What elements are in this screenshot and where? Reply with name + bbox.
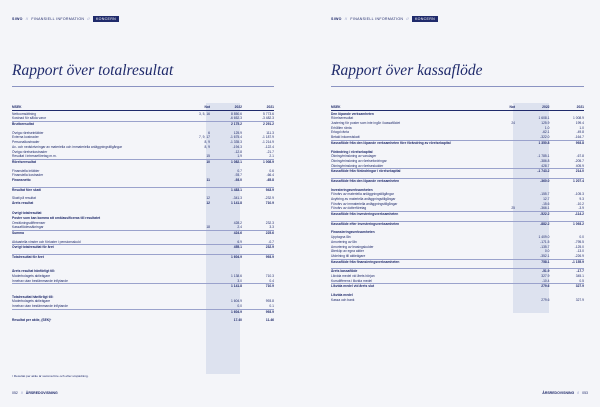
- column-header-2021: 2021: [576, 105, 584, 109]
- row-note: 12: [206, 196, 210, 201]
- row-value-2022: 1 604.9: [231, 299, 242, 304]
- page-number: 053: [582, 391, 588, 395]
- row-label: Kassaflödessäkringar: [12, 225, 44, 230]
- row-value-2021: -125.0: [574, 244, 584, 249]
- row-value-2022: 2 175.2: [231, 122, 242, 127]
- row-label: Innehav utan bestämmande inflytande: [12, 278, 68, 283]
- row-label: Moderbolagets aktieägare: [12, 299, 51, 304]
- table-row: [331, 135, 584, 140]
- row-label: Kassa och bank: [331, 297, 355, 302]
- row-label: Externa kostnader: [12, 135, 39, 140]
- right-page: [300, 0, 600, 407]
- row-value-2022: -352.1: [540, 253, 550, 258]
- table-row: [12, 244, 274, 250]
- title-divider: [12, 86, 274, 87]
- footnote: ¹ Resultat per aktie är samma före och efter utspädning.: [12, 374, 89, 378]
- row-value-2021: -232.9: [264, 196, 274, 201]
- row-note: 8, 9: [204, 144, 210, 149]
- table-row: [12, 304, 274, 309]
- row-value-2022: -1 785.1: [537, 154, 550, 159]
- row-value-2021: 232.3: [265, 220, 274, 225]
- row-label: Aktuariella vinster och förluster i pensionsskuld: [12, 239, 81, 244]
- section-name: FINANSIELL INFORMATION: [350, 17, 404, 21]
- row-value-2022: 279.6: [541, 284, 550, 289]
- row-label: Övrigt totalresultat för året: [12, 245, 54, 250]
- row-value-2021: 1 207.4: [573, 178, 584, 183]
- row-value-2022: 428.2: [233, 220, 242, 225]
- row-value-2021: -0.7: [268, 239, 274, 244]
- row-value-2022: 1 141.8: [231, 201, 242, 205]
- row-label: Den löpande verksamheten: [331, 111, 374, 116]
- row-label: Årets kassaflöde: [331, 269, 358, 274]
- table-row: [12, 178, 274, 183]
- row-note: 15: [206, 154, 210, 159]
- row-value-2022: -6 652.3: [229, 116, 242, 121]
- row-value-2022: 12.7: [543, 197, 550, 201]
- row-value-2022: 2.4: [237, 225, 242, 230]
- row-value-2022: -171.5: [540, 239, 550, 244]
- table-row: [12, 318, 274, 323]
- row-value-2021: 0.4: [269, 278, 274, 283]
- row-value-2021: -205.7: [574, 158, 584, 163]
- row-label: Totalresultat för året: [12, 255, 44, 260]
- row-value-2021: -114.2: [574, 212, 584, 217]
- row-value-2021: 0.6: [269, 168, 274, 173]
- title-divider: [331, 86, 584, 87]
- row-value-2021: 993.9: [265, 255, 274, 260]
- row-value-2022: -194.3: [232, 144, 242, 149]
- row-value-2021: -3 482.3: [261, 116, 274, 121]
- row-value-2022: -93.0: [234, 177, 242, 182]
- row-label: Finansieringsverksamheten: [331, 230, 375, 235]
- row-label: Skatt på resultat: [12, 196, 36, 201]
- row-label: Likvida medel vid årets början: [331, 273, 375, 278]
- table-row: [12, 279, 274, 284]
- section-highlight: KONCERN: [412, 16, 438, 22]
- row-label: Övriga rörelseintäkter: [12, 130, 44, 135]
- row-label: Totalresultat hänförligt till:: [12, 294, 54, 299]
- row-value-2021: 327.9: [575, 284, 584, 289]
- table-row: [331, 206, 584, 211]
- row-value-2022: -155.7: [540, 192, 550, 197]
- row-label: Årets resultat hänförligt till:: [12, 269, 56, 274]
- row-value-2022: 455.1: [233, 245, 242, 250]
- row-value-2021: -105.3: [574, 192, 584, 197]
- table-row: [331, 298, 584, 303]
- row-label: Likvida medel: [331, 293, 353, 297]
- row-label: Övrigt totalresultat: [12, 211, 42, 216]
- row-label: Kassaflöde från den löpande verksamheten före förändring av rörelsekapital: [331, 140, 451, 145]
- row-value-2022: 1.9: [237, 154, 242, 159]
- row-value-2021: -10.2: [576, 201, 584, 206]
- table-row: [12, 289, 274, 293]
- table-row: [331, 283, 584, 289]
- row-value-2021: 199.4: [575, 121, 584, 126]
- page-number: 052: [12, 391, 18, 395]
- row-label: Upptagna lån: [331, 235, 351, 240]
- row-value-2021: 111.3: [266, 130, 274, 135]
- row-label: Resultat före skatt: [12, 187, 41, 192]
- row-value-2021: 710.9: [265, 201, 274, 205]
- row-label: Poster som kan komma att omklassificeras till resultatet: [12, 215, 101, 220]
- row-value-2021: -65.8: [266, 177, 274, 182]
- row-value-2022: -62.1: [541, 130, 550, 135]
- table-row: [331, 279, 584, 284]
- row-value-2021: 1.0: [579, 125, 584, 130]
- row-note: 18: [206, 225, 210, 230]
- row-label: Ökning/minskning av rörelsefordringar: [331, 158, 387, 163]
- row-value-2021: 3.3: [269, 225, 274, 230]
- row-value-2022: 327.9: [541, 273, 550, 278]
- row-value-2021: 2.1: [269, 154, 274, 159]
- row-value-2021: 710.3: [265, 274, 274, 279]
- row-label: Kassaflöde efter investeringsverksamheten: [331, 221, 400, 226]
- column-header-2022: 2022: [234, 105, 242, 109]
- row-value-2022: -12.8: [234, 149, 242, 154]
- table-row: [12, 116, 274, 121]
- row-value-2021: -1 155.9: [571, 259, 584, 264]
- row-label: Kassaflöde från finansieringsverksamheten: [331, 259, 400, 264]
- row-value-2022: -322.0: [540, 135, 550, 140]
- page-header: SIWO // FINANSIELL INFORMATION // KONCERN: [331, 17, 438, 21]
- table-row: [331, 164, 584, 169]
- org-name: SIWO: [12, 17, 23, 21]
- row-label: Resultat i intresseföretag m.m.: [12, 154, 57, 159]
- row-value-2022: 6.9: [237, 239, 242, 244]
- row-label: Erhållen ränta: [331, 125, 352, 130]
- page-footer: ÅRSREDOVISNING // 053: [542, 391, 588, 395]
- cash-flow-table: [331, 105, 584, 302]
- income-statement-table: [12, 105, 274, 323]
- row-note: 11: [206, 177, 210, 182]
- row-value-2021: -226.9: [574, 253, 584, 258]
- row-value-2022: 1 409.0: [538, 235, 550, 240]
- column-header-2021: 2021: [266, 105, 274, 109]
- row-label: Ökning/minskning av varulager: [331, 154, 377, 159]
- row-label: Resultat per aktie, (SEK)¹: [12, 318, 52, 323]
- row-value-2021: 993.9: [265, 309, 274, 314]
- page-title: Rapport över totalresultat: [12, 62, 174, 79]
- row-value-2022: 0.0: [237, 304, 242, 309]
- row-value-2022: 1 608.1: [538, 116, 550, 121]
- row-note: 12: [206, 201, 210, 205]
- row-value-2021: 1 008.9: [573, 116, 584, 121]
- row-label: Utdelning till aktieägare: [331, 253, 366, 258]
- row-value-2022: 3.0: [237, 278, 242, 283]
- row-label: Erlagd ränta: [331, 130, 349, 135]
- row-value-2022: 1 141.8: [231, 284, 242, 289]
- row-value-2022: 1 082.1: [231, 159, 242, 164]
- row-label: Likvida medel vid årets slut: [331, 284, 375, 289]
- row-label: Nettoomsättning: [12, 111, 37, 116]
- row-value-2022: 1 604.9: [231, 309, 242, 314]
- table-row: [12, 206, 274, 210]
- row-value-2021: 214.0: [575, 169, 584, 174]
- row-value-2022: -386.8: [540, 158, 550, 163]
- table-row: [331, 168, 584, 174]
- row-label: Justering för poster som inte ingår i kassaflödet: [331, 121, 401, 126]
- row-note: 7, 9, 17: [199, 135, 210, 140]
- row-value-2021: -3.9: [578, 206, 584, 211]
- column-header-label: MSEK: [12, 105, 22, 109]
- row-label: Årets resultat: [12, 201, 34, 205]
- table-row: [12, 121, 274, 127]
- row-value-2021: 1 008.9: [263, 159, 274, 164]
- table-row: [331, 178, 584, 184]
- row-value-2022: 428.7: [541, 163, 550, 168]
- section-name: FINANSIELL INFORMATION: [31, 17, 85, 21]
- row-label: Förvärv av immateriella anläggningstillgångar: [331, 201, 398, 206]
- table-row: [331, 259, 584, 265]
- row-value-2022: 279.6: [541, 297, 550, 302]
- row-label: Moderbolagets aktieägare: [12, 274, 51, 279]
- row-value-2022: 1 483.1: [231, 187, 242, 192]
- table-header: [12, 105, 274, 111]
- row-value-2022: 125.9: [233, 130, 242, 135]
- page-header: SIWO // FINANSIELL INFORMATION // KONCERN: [12, 17, 119, 21]
- row-label: Övriga rörelsekostnader: [12, 149, 48, 154]
- row-value-2021: -67.8: [576, 154, 584, 159]
- page-title: Rapport över kassaflöde: [331, 62, 483, 79]
- table-header: [331, 105, 584, 111]
- row-value-2021: 993.8: [265, 299, 274, 304]
- row-value-2021: -1 214.9: [261, 140, 274, 145]
- row-value-2022: -1 743.2: [537, 169, 550, 174]
- row-label: Amortering av lån: [331, 239, 357, 244]
- row-value-2022: 424.6: [233, 231, 242, 236]
- row-value-2021: 0.1: [269, 304, 274, 309]
- row-value-2022: 1 350.8: [538, 140, 550, 145]
- row-note: 8, 9: [204, 140, 210, 145]
- row-label: Avyttring av materiella anläggningstillgångar: [331, 197, 396, 201]
- row-value-2021: -13.0: [576, 249, 584, 254]
- row-value-2021: 943.9: [265, 187, 274, 192]
- row-value-2022: -51.9: [541, 269, 550, 274]
- row-label: Amortering av leasingskulder: [331, 244, 374, 249]
- table-row: [12, 154, 274, 159]
- row-note: 6: [208, 130, 210, 135]
- row-value-2021: -49.8: [576, 130, 584, 135]
- table-row: [12, 264, 274, 268]
- row-label: Rörelseresultat: [12, 159, 37, 164]
- row-value-2022: 17.40: [233, 318, 242, 323]
- row-value-2021: 11.46: [265, 318, 274, 323]
- row-value-2022: -341.3: [232, 196, 242, 201]
- row-value-2022: -522.2: [540, 212, 550, 217]
- page-footer: 052 // ÅRSREDOVISNING: [12, 391, 58, 395]
- row-label: Summa: [12, 231, 24, 236]
- row-value-2022: -1 675.4: [229, 135, 242, 140]
- row-value-2022: 758.1: [541, 259, 550, 264]
- table-row: [331, 254, 584, 259]
- row-note: 24: [511, 121, 515, 126]
- row-label: Finansnetto: [12, 177, 31, 182]
- row-value-2021: 0.5: [579, 278, 584, 283]
- row-label: Rörelseresultat: [331, 116, 354, 121]
- table-row: [12, 201, 274, 206]
- row-value-2021: 405.9: [575, 163, 584, 168]
- row-value-2022: 1 138.6: [231, 274, 242, 279]
- row-label: Bruttoresultat: [12, 122, 34, 127]
- row-value-2021: 993.8: [575, 140, 584, 145]
- table-row: [12, 159, 274, 165]
- row-value-2021: 9.3: [579, 197, 584, 201]
- row-label: Innehav utan bestämmande inflytande: [12, 304, 68, 309]
- row-value-2022: -360.0: [540, 178, 550, 183]
- row-label: Återköp av egna aktier: [331, 249, 364, 254]
- row-value-2021: -795.5: [574, 239, 584, 244]
- table-row: [12, 240, 274, 245]
- row-value-2022: 1 604.9: [231, 255, 242, 260]
- row-value-2021: -164.7: [574, 135, 584, 140]
- row-label: Betald inkomstskatt: [331, 135, 360, 140]
- row-label: Kassaflöde från investeringsverksamheten: [331, 212, 399, 217]
- row-value-2022: -366.1: [540, 206, 550, 211]
- column-header-label: MSEK: [331, 105, 341, 109]
- row-value-2021: 710.9: [265, 284, 274, 289]
- row-value-2021: 5 773.6: [263, 111, 274, 116]
- row-value-2021: 327.9: [575, 297, 584, 302]
- row-value-2022: -882.2: [540, 221, 550, 226]
- row-label: Kostnad för sålda varor: [12, 116, 47, 121]
- table-row: [12, 225, 274, 230]
- row-value-2021: 345.1: [575, 273, 584, 278]
- row-value-2022: -93.7: [234, 173, 242, 178]
- row-value-2021: -66.4: [266, 173, 274, 178]
- table-row: [12, 254, 274, 260]
- row-value-2021: -1 187.9: [261, 135, 274, 140]
- row-value-2021: 0.0: [579, 235, 584, 240]
- row-value-2022: 8 850.6: [231, 111, 242, 116]
- row-label: Av- och nedskrivningar av materiella och immateriella anläggningstillgångar: [12, 144, 123, 149]
- row-label: Förvärv av materiella anläggningstillgångar: [331, 192, 394, 197]
- row-label: Investeringsverksamheten: [331, 187, 373, 192]
- row-label: Omräkningsdifferenser: [12, 220, 46, 225]
- row-value-2022: 0.7: [237, 168, 242, 173]
- row-label: Förvärv av dotterföretag: [331, 206, 367, 211]
- row-value-2021: 2 291.2: [263, 122, 274, 127]
- row-value-2021: 232.9: [265, 245, 274, 250]
- row-label: Personalkostnader: [12, 140, 40, 145]
- row-value-2022: 0.0: [544, 249, 550, 254]
- row-value-2021: 1 093.2: [573, 221, 584, 226]
- table-row: [331, 211, 584, 217]
- row-label: Kassaflöde från förändringar i rörelsekapital: [331, 169, 401, 174]
- row-value-2022: -1 335.3: [229, 140, 242, 145]
- column-header-note: Not: [204, 105, 210, 109]
- row-value-2021: 225.6: [265, 231, 274, 236]
- footer-brand: ÅRSREDOVISNING: [25, 391, 58, 395]
- row-label: Förändring i rörelsekapital: [331, 149, 373, 154]
- row-value-2022: -135.7: [540, 244, 550, 249]
- row-note: 3, 5, 16: [199, 111, 210, 116]
- row-value-2022: 125.9: [541, 121, 550, 126]
- section-highlight: KONCERN: [93, 16, 119, 22]
- row-value-2022: 1.0: [544, 125, 550, 130]
- row-label: Kassaflöde från den löpande verksamheten: [331, 178, 400, 183]
- table-row: [12, 230, 274, 236]
- row-value-2021: -122.4: [264, 144, 274, 149]
- row-label: Finansiella kostnader: [12, 173, 44, 178]
- row-value-2022: -10.4: [541, 278, 550, 283]
- row-value-2022: -15.6: [541, 201, 550, 206]
- column-header-note: Not: [509, 105, 515, 109]
- row-note: 10: [206, 159, 210, 164]
- row-label: Ökning/minskning av rörelseskulder: [331, 163, 384, 168]
- row-note: 25: [511, 206, 515, 211]
- row-value-2021: -21.7: [266, 149, 274, 154]
- footer-brand: ÅRSREDOVISNING: [542, 391, 575, 395]
- table-row: [331, 140, 584, 146]
- org-name: SIWO: [331, 17, 342, 21]
- row-value-2021: -17.7: [576, 269, 584, 274]
- row-label: Finansiella intäkter: [12, 168, 40, 173]
- row-label: Kursdifferens i likvida medel: [331, 278, 372, 283]
- table-row: [12, 187, 274, 193]
- column-header-2022: 2022: [542, 105, 550, 109]
- table-row: [331, 221, 584, 227]
